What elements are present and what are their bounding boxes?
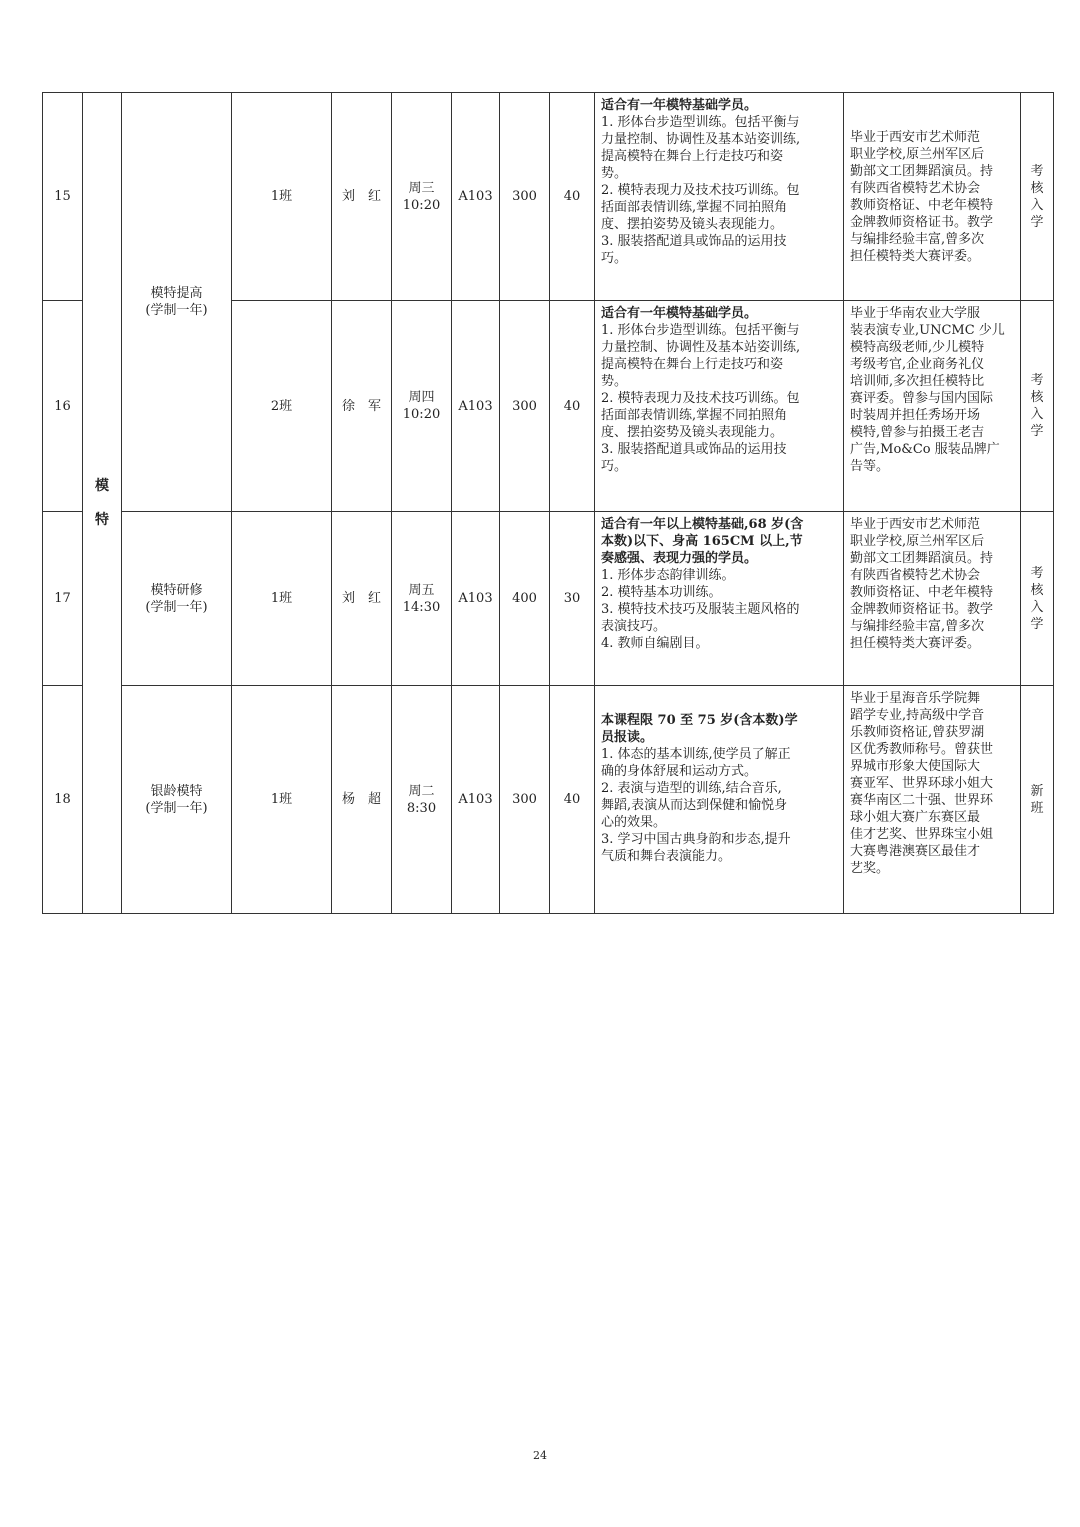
bio-line: 勤部文工团舞蹈演员。持: [850, 551, 994, 566]
fee-cell: 300: [500, 93, 550, 301]
description-heading: 适合有一年以上模特基础,68 岁(含: [601, 517, 804, 532]
bio-line: 职业学校,原兰州军区后: [850, 534, 985, 549]
description-line: 确的身体舒展和运动方式。: [601, 764, 758, 779]
note-char: 核: [1030, 390, 1044, 405]
class-cell: 1班: [232, 93, 332, 301]
category-char: 模: [95, 478, 109, 494]
bio-line: 金牌教师资格证书。教学: [850, 602, 994, 617]
description-line: 巧。: [601, 459, 628, 474]
description-line: 4. 教师自编剧目。: [601, 636, 709, 651]
note-char: 班: [1030, 800, 1044, 816]
bio-line: 职业学校,原兰州军区后: [850, 146, 985, 162]
course-name-cell: [122, 512, 232, 686]
time-cell: [392, 93, 452, 301]
bio-line: 毕业于西安市艺术师范: [850, 129, 981, 145]
description-line: 势。: [601, 374, 628, 389]
note-char: 核: [1030, 180, 1044, 196]
description-line: 3. 模特技术技巧及服装主题风格的: [601, 602, 800, 617]
class-cell: 1班: [232, 686, 332, 914]
weekday: 周五: [408, 582, 435, 598]
bio-line: 有陕西省模特艺术协会: [850, 568, 981, 583]
description-line: 舞蹈,表演从而达到保健和愉悦身: [601, 798, 788, 813]
bio-line: 勤部文工团舞蹈演员。持: [850, 163, 994, 179]
course-duration: (学制一年): [145, 303, 208, 318]
teacher-cell: 刘 红: [332, 93, 392, 301]
capacity-cell: 40: [550, 301, 595, 512]
course-name-cell: [122, 686, 232, 914]
note-char: 考: [1030, 163, 1044, 179]
time-cell: [392, 301, 452, 512]
start-time: 10:20: [402, 407, 441, 422]
room-cell: A103: [452, 686, 500, 914]
bio-line: 球小姐大赛广东赛区最: [850, 810, 981, 825]
bio-line: 佳才艺奖、世界珠宝小姐: [850, 827, 994, 842]
teacher-cell: 杨 超: [332, 686, 392, 914]
teacher-cell: 徐 军: [332, 301, 392, 512]
description-line: 力量控制、协调性及基本站姿训练,: [601, 132, 801, 147]
description-line: 气质和舞台表演能力。: [601, 849, 732, 864]
note-char: 入: [1030, 599, 1044, 615]
description-heading: 本课程限 70 至 75 岁(含本数)学: [601, 713, 798, 728]
table-row: [43, 93, 1054, 301]
bio-line: 与编排经验丰富,曾多次: [850, 231, 985, 247]
bio-line: 毕业于华南农业大学服: [850, 306, 981, 321]
description-line: 括面部表情训练,掌握不同拍照角: [601, 200, 788, 215]
description-heading: 员报读。: [601, 730, 654, 745]
room-cell: A103: [452, 301, 500, 512]
fee-cell: 300: [500, 686, 550, 914]
time-cell: [392, 686, 452, 914]
table-row: [43, 512, 1054, 686]
description-line: 3. 服装搭配道具或饰品的运用技: [601, 234, 787, 249]
description-line: 势。: [601, 166, 628, 181]
description-heading: 适合有一年模特基础学员。: [601, 306, 758, 321]
time-cell: [392, 512, 452, 686]
table-row: [43, 686, 1054, 914]
start-time: 8:30: [406, 800, 437, 816]
description-line: 心的效果。: [601, 815, 667, 830]
weekday: 周二: [408, 783, 435, 799]
description-cell: [595, 301, 844, 512]
enrollment-note-cell: [1021, 93, 1054, 301]
start-time: 10:20: [402, 197, 441, 213]
bio-line: 模特高级老师,少儿模特: [850, 340, 985, 355]
bio-line: 区优秀教师称号。曾获世: [850, 742, 994, 757]
bio-line: 赛亚军、世界环球小姐大: [850, 776, 994, 791]
bio-line: 毕业于西安市艺术师范: [850, 517, 981, 532]
weekday: 周四: [408, 390, 435, 405]
start-time: 14:30: [402, 599, 441, 615]
description-line: 2. 模特基本功训练。: [601, 585, 722, 600]
category-char: 特: [95, 512, 109, 528]
note-char: 入: [1030, 407, 1044, 422]
description-line: 3. 服装搭配道具或饰品的运用技: [601, 442, 787, 457]
bio-line: 教师资格证、中老年模特: [850, 585, 994, 600]
description-line: 度、摆拍姿势及镜头表现能力。: [601, 425, 784, 440]
description-line: 2. 模特表现力及技术技巧训练。包: [601, 183, 800, 198]
bio-line: 金牌教师资格证书。教学: [850, 214, 994, 230]
note-char: 入: [1030, 197, 1044, 213]
description-line: 力量控制、协调性及基本站姿训练,: [601, 340, 801, 355]
course-name-cell: [122, 93, 232, 512]
description-line: 1. 形体台步造型训练。包括平衡与: [601, 323, 800, 338]
class-cell: 2班: [232, 301, 332, 512]
description-line: 提高模特在舞台上行走技巧和姿: [601, 149, 784, 164]
description-line: 1. 形体步态韵律训练。: [601, 568, 735, 583]
bio-line: 艺奖。: [850, 861, 890, 876]
course-duration: (学制一年): [145, 599, 208, 615]
teacher-bio-cell: [844, 686, 1021, 914]
row-number: 15: [43, 93, 83, 301]
room-cell: A103: [452, 512, 500, 686]
row-number: 18: [43, 686, 83, 914]
enrollment-note-cell: [1021, 512, 1054, 686]
description-line: 2. 模特表现力及技术技巧训练。包: [601, 391, 800, 406]
room-cell: A103: [452, 93, 500, 301]
bio-line: 培训师,多次担任模特比: [850, 374, 985, 389]
note-char: 学: [1030, 214, 1044, 230]
description-heading: 本数)以下、身高 165CM 以上,节: [601, 534, 803, 549]
bio-line: 蹈学专业,持高级中学音: [850, 708, 985, 723]
bio-line: 时装周并担任秀场开场: [850, 408, 981, 423]
description-line: 1. 形体台步造型训练。包括平衡与: [601, 115, 800, 130]
page-number: 24: [533, 1449, 547, 1462]
bio-line: 告等。: [850, 459, 890, 474]
description-heading: 适合有一年模特基础学员。: [601, 98, 758, 113]
teacher-bio-cell: [844, 512, 1021, 686]
course-name: 银龄模特: [150, 783, 203, 799]
bio-line: 担任模特类大赛评委。: [850, 636, 981, 651]
note-char: 学: [1030, 424, 1044, 439]
teacher-bio-cell: [844, 301, 1021, 512]
bio-line: 界城市形象大使国际大: [850, 759, 981, 774]
weekday: 周三: [408, 180, 435, 196]
description-line: 1. 体态的基本训练,使学员了解正: [601, 747, 791, 762]
bio-line: 模特,曾参与拍摄王老吉: [850, 425, 985, 440]
capacity-cell: 40: [550, 686, 595, 914]
bio-line: 担任模特类大赛评委。: [850, 248, 981, 264]
description-cell: [595, 686, 844, 914]
bio-line: 考级考官,企业商务礼仪: [850, 357, 985, 372]
fee-cell: 300: [500, 301, 550, 512]
bio-line: 教师资格证、中老年模特: [850, 197, 994, 213]
description-line: 括面部表情训练,掌握不同拍照角: [601, 408, 788, 423]
teacher-bio-cell: [844, 93, 1021, 301]
course-duration: (学制一年): [145, 800, 208, 816]
bio-line: 大赛粤港澳赛区最佳才: [850, 844, 981, 859]
note-char: 考: [1030, 565, 1044, 581]
description-line: 表演技巧。: [601, 619, 667, 634]
course-name: 模特提高: [150, 286, 203, 301]
class-cell: 1班: [232, 512, 332, 686]
note-char: 考: [1030, 373, 1044, 388]
capacity-cell: 40: [550, 93, 595, 301]
description-line: 3. 学习中国古典身韵和步态,提升: [601, 832, 791, 847]
note-char: 核: [1030, 582, 1044, 598]
description-cell: [595, 512, 844, 686]
capacity-cell: 30: [550, 512, 595, 686]
bio-line: 赛评委。曾参与国内国际: [850, 391, 994, 406]
row-number: 17: [43, 512, 83, 686]
bio-line: 赛华南区二十强、世界环: [850, 793, 994, 808]
row-number: 16: [43, 301, 83, 512]
description-cell: [595, 93, 844, 301]
bio-line: 毕业于星海音乐学院舞: [850, 691, 981, 706]
course-table: [42, 92, 1054, 914]
description-line: 巧。: [601, 251, 628, 266]
description-heading: 奏感强、表现力强的学员。: [601, 551, 758, 566]
description-line: 提高模特在舞台上行走技巧和姿: [601, 357, 784, 372]
description-line: 2. 表演与造型的训练,结合音乐,: [601, 781, 782, 796]
note-char: 新: [1030, 783, 1044, 799]
category-cell: [83, 93, 122, 914]
note-char: 学: [1030, 616, 1044, 632]
bio-line: 有陕西省模特艺术协会: [850, 180, 981, 196]
bio-line: 装表演专业,UNCMC 少儿: [850, 323, 1005, 338]
bio-line: 乐教师资格证,曾获罗湖: [850, 725, 985, 740]
fee-cell: 400: [500, 512, 550, 686]
course-name: 模特研修: [150, 582, 203, 598]
enrollment-note-cell: [1021, 686, 1054, 914]
bio-line: 广告,Mo&Co 服装品牌广: [850, 442, 1000, 457]
teacher-cell: 刘 红: [332, 512, 392, 686]
description-line: 度、摆拍姿势及镜头表现能力。: [601, 217, 784, 232]
enrollment-note-cell: [1021, 301, 1054, 512]
bio-line: 与编排经验丰富,曾多次: [850, 619, 985, 634]
